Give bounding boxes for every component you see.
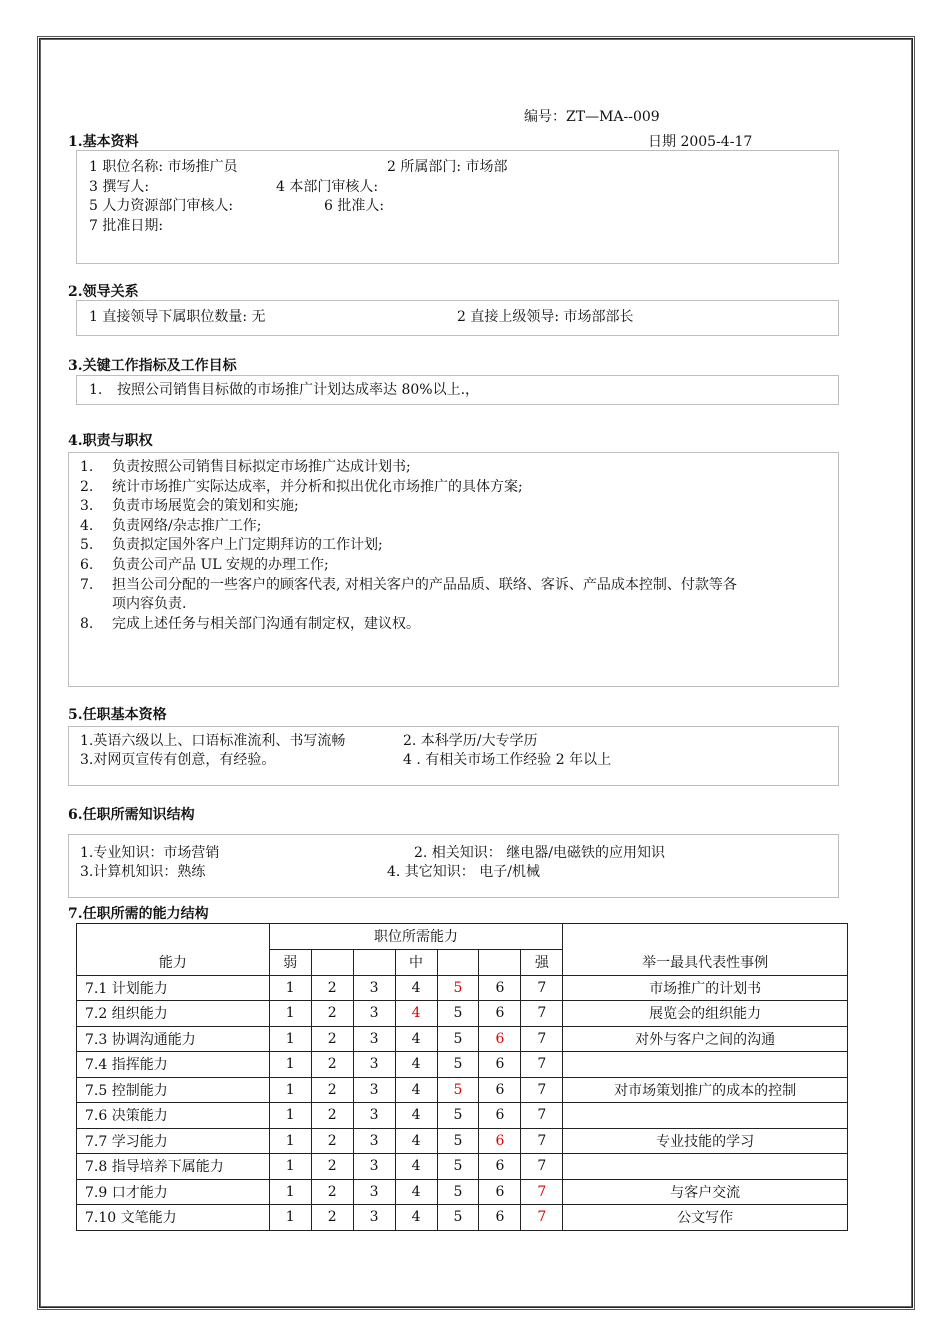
duty-number: 6. bbox=[80, 557, 94, 573]
ability-row bbox=[77, 1052, 848, 1078]
ability-level-6: 6 bbox=[479, 1026, 521, 1052]
section-5-title: 5.任职基本资格 bbox=[68, 707, 167, 723]
duty-text: 统计市场推广实际达成率，并分析和拟出优化市场推广的具体方案; bbox=[112, 478, 523, 495]
ability-level-7: 7 bbox=[521, 1077, 563, 1103]
ability-name: 7.10 文笔能力 bbox=[77, 1205, 270, 1231]
ability-level-3: 3 bbox=[353, 1077, 395, 1103]
duty-number: 3. bbox=[80, 498, 94, 515]
ability-level-3: 3 bbox=[353, 1001, 395, 1027]
ability-level-1: 1 bbox=[269, 1205, 311, 1231]
ability-level-6: 6 bbox=[479, 1001, 521, 1027]
duty-text: 项内容负责. bbox=[112, 596, 187, 613]
ability-level-4: 4 bbox=[395, 1154, 437, 1180]
duty-text: 负责公司产品 UL 安规的办理工作; bbox=[112, 557, 329, 573]
kpi-text: 按照公司销售目标做的市场推广计划达成率达 80%以上.， bbox=[117, 382, 480, 398]
header-blank bbox=[353, 949, 395, 975]
section-1-title: 1.基本资料 bbox=[68, 134, 139, 150]
approver: 6 批准人: bbox=[324, 198, 385, 214]
section-6-title: 6.任职所需知识结构 bbox=[68, 807, 195, 823]
ability-name: 7.3 协调沟通能力 bbox=[77, 1026, 270, 1052]
qualification-web: 3.对网页宣传有创意，有经验。 bbox=[80, 752, 276, 768]
ability-row bbox=[77, 1128, 848, 1154]
ability-level-5: 5 bbox=[437, 975, 479, 1001]
qualification-english: 1.英语六级以上、口语标准流利、书写流畅 bbox=[80, 733, 346, 749]
knowledge-other: 4. 其它知识： 电子/机械 bbox=[387, 864, 540, 880]
ability-row bbox=[77, 1154, 848, 1180]
ability-row bbox=[77, 975, 848, 1001]
ability-level-7: 7 bbox=[521, 1052, 563, 1078]
kpi-number: 1. bbox=[89, 382, 103, 398]
duty-text: 担当公司分配的一些客户的顾客代表, 对相关客户的产品品质、联络、客诉、产品成本控制、付款等各 bbox=[112, 576, 737, 593]
ability-level-2: 2 bbox=[311, 1001, 353, 1027]
ability-table-header bbox=[77, 924, 848, 976]
ability-row bbox=[77, 1001, 848, 1027]
ability-row bbox=[77, 1103, 848, 1129]
approval-date: 7 批准日期: bbox=[89, 218, 164, 234]
subordinate-count: 1 直接领导下属职位数量: 无 bbox=[89, 309, 266, 325]
duty-number: 7. bbox=[80, 576, 94, 593]
duty-text: 完成上述任务与相关部门沟通有制定权，建议权。 bbox=[112, 615, 420, 632]
department: 2 所属部门: 市场部 bbox=[387, 159, 508, 175]
ability-level-4: 4 bbox=[395, 1052, 437, 1078]
ability-example: 专业技能的学习 bbox=[563, 1128, 848, 1154]
ability-example: 对市场策划推广的成本的控制 bbox=[563, 1077, 848, 1103]
header-mid: 中 bbox=[395, 949, 437, 975]
ability-level-2: 2 bbox=[311, 1103, 353, 1129]
ability-level-2: 2 bbox=[311, 1179, 353, 1205]
duties-box bbox=[68, 452, 839, 687]
ability-example bbox=[563, 1103, 848, 1129]
ability-name: 7.1 计划能力 bbox=[77, 975, 270, 1001]
knowledge-computer: 3.计算机知识：熟练 bbox=[80, 864, 206, 880]
ability-name: 7.2 组织能力 bbox=[77, 1001, 270, 1027]
section-2-title: 2.领导关系 bbox=[68, 284, 139, 300]
ability-level-5: 5 bbox=[437, 1128, 479, 1154]
ability-level-6: 6 bbox=[479, 1077, 521, 1103]
ability-level-2: 2 bbox=[311, 1077, 353, 1103]
ability-level-7: 7 bbox=[521, 975, 563, 1001]
duty-number: 4. bbox=[80, 517, 94, 534]
ability-level-5: 5 bbox=[437, 1103, 479, 1129]
knowledge-box bbox=[68, 834, 839, 898]
ability-level-7: 7 bbox=[521, 1179, 563, 1205]
header-blank bbox=[311, 949, 353, 975]
ability-level-1: 1 bbox=[269, 975, 311, 1001]
header-ability: 能力 bbox=[77, 924, 270, 976]
ability-level-3: 3 bbox=[353, 1128, 395, 1154]
ability-name: 7.7 学习能力 bbox=[77, 1128, 270, 1154]
ability-level-7: 7 bbox=[521, 1001, 563, 1027]
duty-number: 1. bbox=[80, 459, 94, 475]
ability-level-6: 6 bbox=[479, 1154, 521, 1180]
ability-level-1: 1 bbox=[269, 1052, 311, 1078]
ability-table-body bbox=[77, 975, 848, 1230]
ability-name: 7.5 控制能力 bbox=[77, 1077, 270, 1103]
ability-level-6: 6 bbox=[479, 975, 521, 1001]
qualification-education: 2. 本科学历/大专学历 bbox=[403, 733, 538, 749]
ability-level-3: 3 bbox=[353, 1154, 395, 1180]
knowledge-related: 2. 相关知识： 继电器/电磁铁的应用知识 bbox=[414, 845, 665, 861]
kpi-box bbox=[76, 375, 839, 405]
header-blank bbox=[479, 949, 521, 975]
ability-level-2: 2 bbox=[311, 975, 353, 1001]
ability-example bbox=[563, 1052, 848, 1078]
ability-row bbox=[77, 1205, 848, 1231]
basic-info-box bbox=[76, 150, 839, 264]
leadership-box bbox=[76, 300, 839, 336]
ability-level-4: 4 bbox=[395, 1077, 437, 1103]
ability-level-5: 5 bbox=[437, 1052, 479, 1078]
ability-level-5: 5 bbox=[437, 1001, 479, 1027]
ability-row bbox=[77, 1179, 848, 1205]
header-weak: 弱 bbox=[269, 949, 311, 975]
ability-example: 市场推广的计划书 bbox=[563, 975, 848, 1001]
ability-level-5: 5 bbox=[437, 1179, 479, 1205]
ability-level-7: 7 bbox=[521, 1205, 563, 1231]
ability-level-1: 1 bbox=[269, 1026, 311, 1052]
duty-number: 2. bbox=[80, 478, 94, 495]
ability-level-6: 6 bbox=[479, 1128, 521, 1154]
ability-level-5: 5 bbox=[437, 1026, 479, 1052]
ability-table bbox=[76, 923, 848, 1231]
ability-example: 公文写作 bbox=[563, 1205, 848, 1231]
dept-reviewer: 4 本部门审核人: bbox=[276, 179, 379, 195]
ability-level-1: 1 bbox=[269, 1154, 311, 1180]
ability-level-2: 2 bbox=[311, 1026, 353, 1052]
section-3-title: 3.关键工作指标及工作目标 bbox=[68, 358, 237, 374]
section-4-title: 4.职责与职权 bbox=[68, 433, 153, 449]
header-required-ability: 职位所需能力 bbox=[269, 924, 563, 950]
ability-row bbox=[77, 1026, 848, 1052]
ability-level-4: 4 bbox=[395, 975, 437, 1001]
knowledge-professional: 1.专业知识：市场营销 bbox=[80, 845, 220, 861]
ability-level-1: 1 bbox=[269, 1179, 311, 1205]
ability-example: 展览会的组织能力 bbox=[563, 1001, 848, 1027]
ability-name: 7.4 指挥能力 bbox=[77, 1052, 270, 1078]
ability-level-5: 5 bbox=[437, 1154, 479, 1180]
ability-row bbox=[77, 1077, 848, 1103]
ability-level-7: 7 bbox=[521, 1103, 563, 1129]
ability-level-1: 1 bbox=[269, 1001, 311, 1027]
header-strong: 强 bbox=[521, 949, 563, 975]
duty-number: 8. bbox=[80, 615, 94, 632]
ability-example: 对外与客户之间的沟通 bbox=[563, 1026, 848, 1052]
ability-level-3: 3 bbox=[353, 1052, 395, 1078]
ability-level-7: 7 bbox=[521, 1128, 563, 1154]
ability-level-3: 3 bbox=[353, 1026, 395, 1052]
ability-level-3: 3 bbox=[353, 1103, 395, 1129]
ability-level-3: 3 bbox=[353, 975, 395, 1001]
document-number: 编号：ZT—MA--009 bbox=[524, 109, 660, 125]
ability-level-2: 2 bbox=[311, 1205, 353, 1231]
ability-name: 7.8 指导培养下属能力 bbox=[77, 1154, 270, 1180]
ability-level-4: 4 bbox=[395, 1179, 437, 1205]
ability-level-6: 6 bbox=[479, 1179, 521, 1205]
ability-level-2: 2 bbox=[311, 1052, 353, 1078]
ability-level-7: 7 bbox=[521, 1154, 563, 1180]
hr-reviewer: 5 人力资源部门审核人: bbox=[89, 198, 234, 214]
ability-level-1: 1 bbox=[269, 1077, 311, 1103]
ability-level-4: 4 bbox=[395, 1205, 437, 1231]
ability-level-5: 5 bbox=[437, 1077, 479, 1103]
qualification-box bbox=[68, 726, 839, 786]
ability-level-4: 4 bbox=[395, 1026, 437, 1052]
header-example: 举一最具代表性事例 bbox=[563, 924, 848, 976]
ability-example: 与客户交流 bbox=[563, 1179, 848, 1205]
duty-text: 负责网络/杂志推广工作; bbox=[112, 517, 262, 534]
ability-level-6: 6 bbox=[479, 1103, 521, 1129]
qualification-experience: 4 . 有相关市场工作经验 2 年以上 bbox=[403, 752, 612, 768]
ability-level-3: 3 bbox=[353, 1179, 395, 1205]
header-blank bbox=[437, 949, 479, 975]
ability-level-6: 6 bbox=[479, 1052, 521, 1078]
direct-superior: 2 直接上级领导: 市场部部长 bbox=[457, 309, 634, 325]
ability-level-4: 4 bbox=[395, 1128, 437, 1154]
ability-name: 7.6 决策能力 bbox=[77, 1103, 270, 1129]
ability-name: 7.9 口才能力 bbox=[77, 1179, 270, 1205]
ability-level-4: 4 bbox=[395, 1001, 437, 1027]
writer: 3 撰写人: bbox=[89, 179, 150, 195]
duty-text: 负责按照公司销售目标拟定市场推广达成计划书; bbox=[112, 459, 411, 475]
duty-number: 5. bbox=[80, 537, 94, 554]
ability-level-4: 4 bbox=[395, 1103, 437, 1129]
duty-text: 负责市场展览会的策划和实施; bbox=[112, 498, 299, 515]
ability-level-1: 1 bbox=[269, 1103, 311, 1129]
document-date: 日期 2005-4-17 bbox=[648, 134, 753, 150]
ability-example bbox=[563, 1154, 848, 1180]
ability-level-7: 7 bbox=[521, 1026, 563, 1052]
ability-level-2: 2 bbox=[311, 1128, 353, 1154]
ability-level-5: 5 bbox=[437, 1205, 479, 1231]
ability-level-3: 3 bbox=[353, 1205, 395, 1231]
ability-level-1: 1 bbox=[269, 1128, 311, 1154]
section-7-title: 7.任职所需的能力结构 bbox=[68, 906, 209, 922]
duty-text: 负责拟定国外客户上门定期拜访的工作计划; bbox=[112, 537, 383, 554]
ability-level-6: 6 bbox=[479, 1205, 521, 1231]
position-name: 1 职位名称: 市场推广员 bbox=[89, 159, 238, 175]
ability-level-2: 2 bbox=[311, 1154, 353, 1180]
